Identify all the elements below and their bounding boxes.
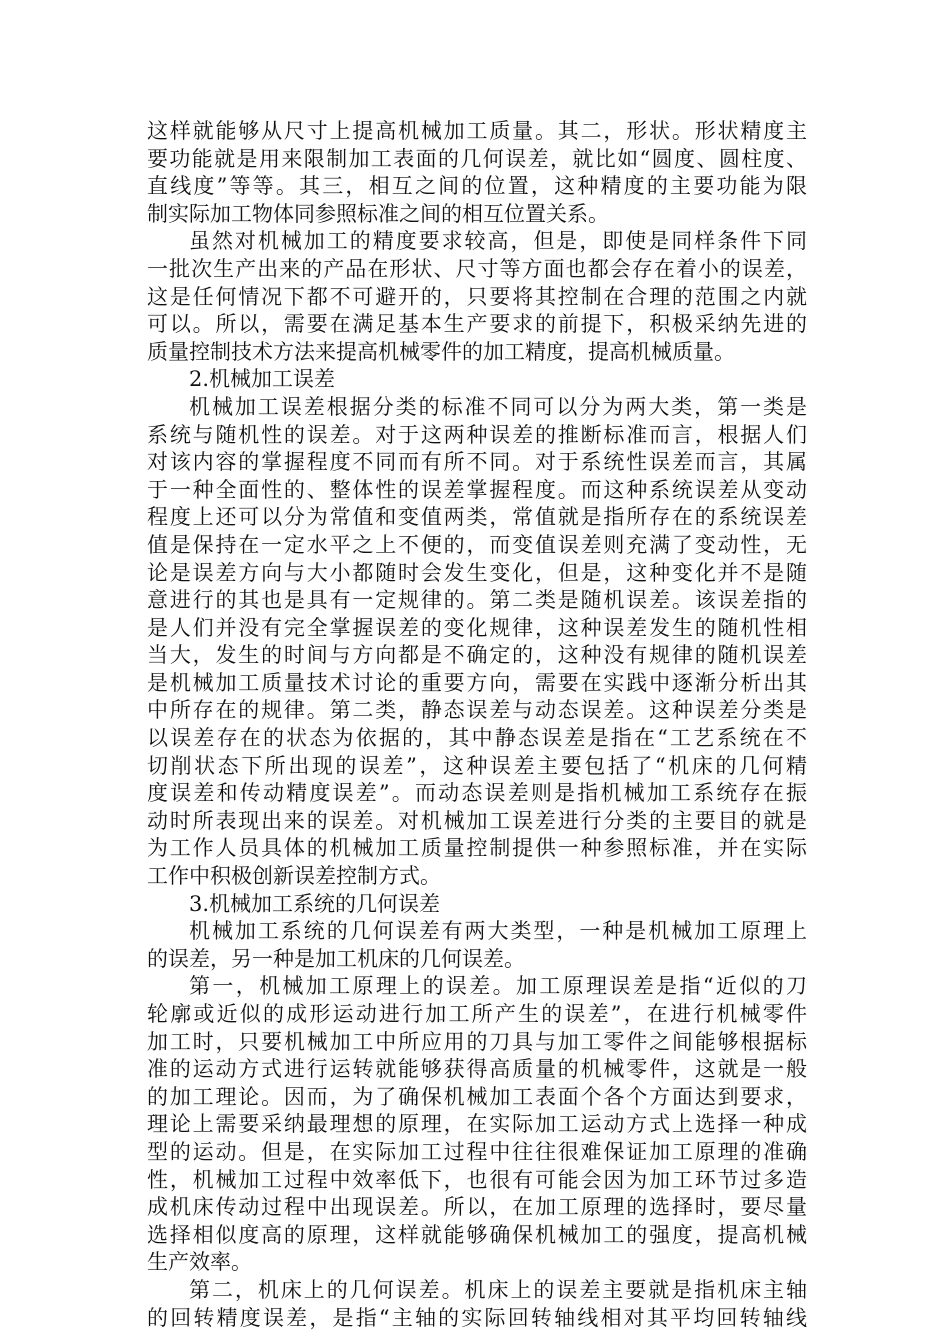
text-line: 系统与随机性的误差。对于这两种误差的推断标准而言，根据人们 [147,422,807,447]
text-line: 度误差和传动精度误差”。而动态误差则是指机械加工系统存在振 [147,781,807,806]
text-line: 第一，机械加工原理上的误差。加工原理误差是指“近似的刀 [189,974,807,999]
text-line: 意进行的其也是具有一定规律的。第二类是随机误差。该误差指的 [147,588,807,613]
text-line: 对该内容的掌握程度不同而有所不同。对于系统性误差而言，其属 [147,450,807,475]
text-line: 可以。所以，需要在满足基本生产要求的前提下，积极采纳先进的 [147,312,807,337]
text-line: 中所存在的规律。第二类，静态误差与动态误差。这种误差分类是 [147,698,807,723]
text-line: 理论上需要采纳最理想的原理，在实际加工运动方式上选择一种成 [147,1112,807,1137]
text-line: 这是任何情况下都不可避开的，只要将其控制在合理的范围之内就 [147,284,807,309]
text-line: 一批次生产出来的产品在形状、尺寸等方面也都会存在着小的误差， [147,256,807,281]
text-line: 以误差存在的状态为依据的，其中静态误差是指在“工艺系统在不 [147,726,807,751]
text-line: 要功能就是用来限制加工表面的几何误差，就比如“圆度、圆柱度、 [147,146,807,171]
text-line: 论是误差方向与大小都随时会发生变化，但是，这种变化并不是随 [147,560,807,585]
text-line: 加工时，只要机械加工中所应用的刀具与加工零件之间能够根据标 [147,1029,807,1054]
text-line: 为工作人员具体的机械加工质量控制提供一种参照标准，并在实际 [147,836,807,861]
text-line: 当大，发生的时间与方向都是不确定的，这种没有规律的随机误差 [147,643,807,668]
text-line: 动时所表现出来的误差。对机械加工误差进行分类的主要目的就是 [147,808,807,833]
text-line: 准的运动方式进行运转就能够获得高质量的机械零件，这就是一般 [147,1057,807,1082]
text-line: 工作中积极创新误差控制方式。 [147,864,441,889]
text-line: 值是保持在一定水平之上不便的，而变值误差则充满了变动性，无 [147,532,807,557]
text-line: 直线度”等等。其三，相互之间的位置，这种精度的主要功能为限 [147,174,807,199]
text-line: 成机床传动过程中出现误差。所以，在加工原理的选择时，要尽量 [147,1195,807,1220]
text-line: 轮廓或近似的成形运动进行加工所产生的误差”，在进行机械零件 [147,1002,807,1026]
document-page [147,118,807,1332]
text-line: 第二，机床上的几何误差。机床上的误差主要就是指机床主轴 [189,1277,807,1302]
text-line: 型的运动。但是，在实际加工过程中往往很难保证加工原理的准确 [147,1139,807,1164]
text-line: 机械加工误差根据分类的标准不同可以分为两大类，第一类是 [189,394,807,419]
text-line: 的加工理论。因而，为了确保机械加工表面个各个方面达到要求， [147,1084,807,1109]
text-line: 是人们并没有完全掌握误差的变化规律，这种误差发生的随机性相 [147,615,807,640]
text-line: 这样就能够从尺寸上提高机械加工质量。其二，形状。形状精度主 [147,119,807,143]
text-line: 制实际加工物体同参照标准之间的相互位置关系。 [147,201,609,226]
text-line: 切削状态下所出现的误差”，这种误差主要包括了“机床的几何精 [147,753,807,778]
text-line: 于一种全面性的、整体性的误差掌握程度。而这种系统误差从变动 [147,477,807,502]
text-line: 3.机械加工系统的几何误差 [189,891,441,916]
text-line: 机械加工系统的几何误差有两大类型，一种是机械加工原理上 [189,919,807,944]
text-line: 生产效率。 [147,1250,252,1275]
text-line: 程度上还可以分为常值和变值两类，常值就是指所存在的系统误差 [147,505,807,530]
text-line: 是机械加工质量技术讨论的重要方向，需要在实践中逐渐分析出其 [147,670,807,695]
text-line: 质量控制技术方法来提高机械零件的加工精度，提高机械质量。 [147,339,735,364]
text-line: 选择相似度高的原理，这样就能够确保机械加工的强度，提高机械 [147,1222,807,1247]
text-line: 的误差，另一种是加工机床的几何误差。 [147,946,525,971]
text-line: 性，机械加工过程中效率低下，也很有可能会因为加工环节过多造 [147,1167,807,1192]
text-line: 的回转精度误差，是指“主轴的实际回转轴线相对其平均回转轴线 [147,1305,807,1330]
text-line: 虽然对机械加工的精度要求较高，但是，即使是同样条件下同 [189,229,807,254]
text-line: 2.机械加工误差 [189,367,336,392]
